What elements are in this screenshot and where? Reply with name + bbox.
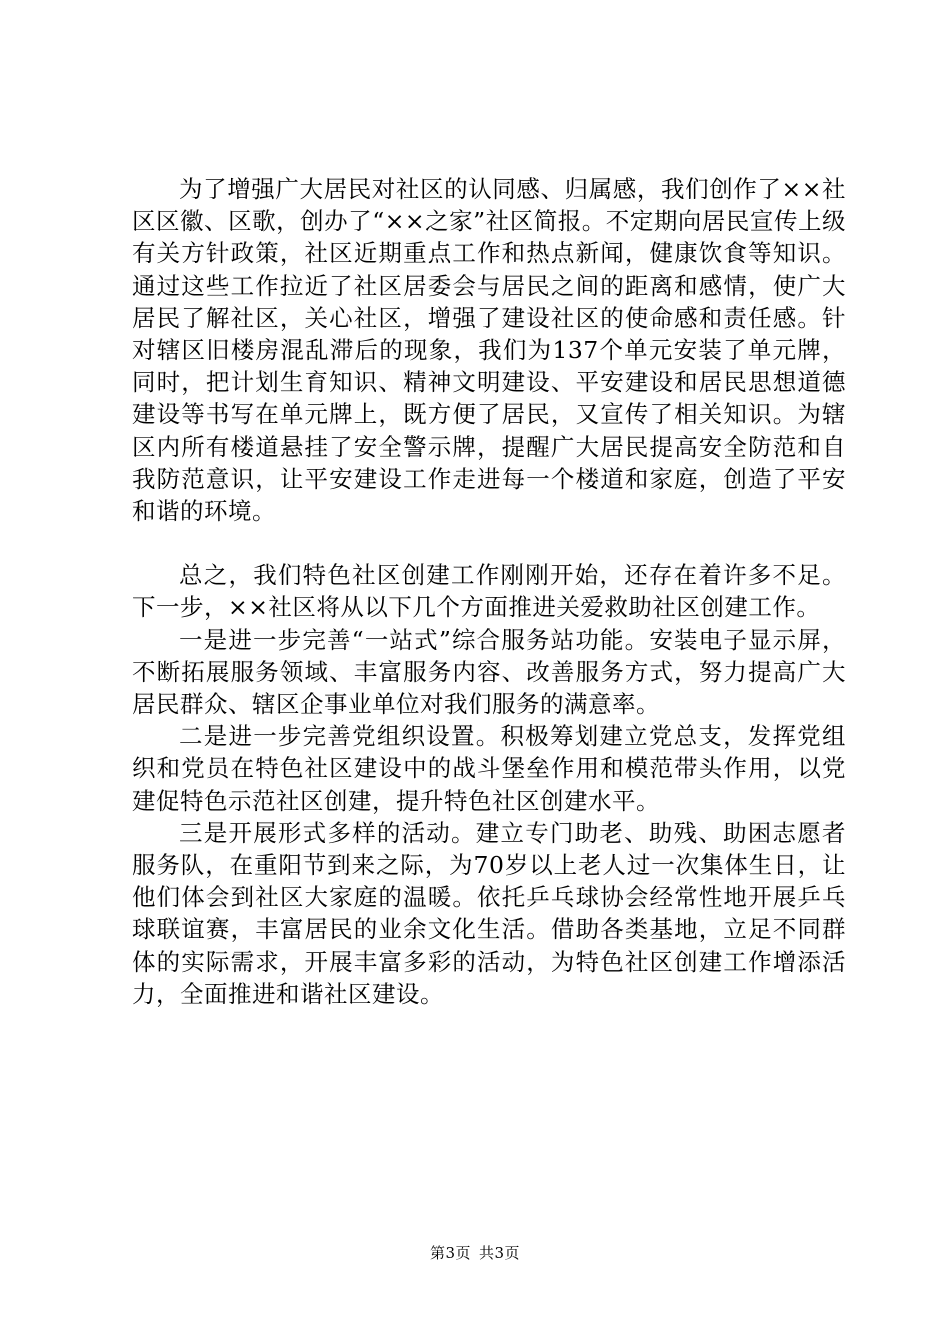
page-number-total: 共3页 <box>479 1244 521 1262</box>
page-number-current: 第3页 <box>429 1244 471 1262</box>
paragraph-4: 二是进一步完善党组织设置。积极筹划建立党总支，发挥党组织和党员在特色社区建设中的战斗堡垒作用和模范带头作用，以党建促特色示范社区创建，提升特色社区创建水平。 <box>132 722 846 815</box>
paragraph-2: 总之，我们特色社区创建工作刚刚开始，还存在着许多不足。下一步，××社区将从以下几个方面推进关爱救助社区创建工作。 <box>132 561 846 622</box>
document-body <box>132 173 846 1010</box>
paragraph-3: 一是进一步完善“一站式”综合服务站功能。安装电子显示屏，不断拓展服务领域、丰富服务内容、改善服务方式，努力提高广大居民群众、辖区企事业单位对我们服务的满意率。 <box>132 625 846 719</box>
paragraph-5: 三是开展形式多样的活动。建立专门助老、助残、助困志愿者服务队，在重阳节到来之际，为70岁以上老人过一次集体生日，让他们体会到社区大家庭的温暖。依托乒乓球协会经常性地开展乒乓球联谊赛，丰富居民的业余文化生活。借助各类基地，立足不同群体的实际需求，开展丰富多彩的活动，为特色社区创建工作增添活力，全面推进和谐社区建设。 <box>132 818 846 1008</box>
paragraph-spacer <box>132 527 846 559</box>
paragraph-1: 为了增强广大居民对社区的认同感、归属感，我们创作了××社区区徽、区歌，创办了“××之家”社区简报。不定期向居民宣传上级有关方针政策，社区近期重点工作和热点新闻，健康饮食等知识。通过这些工作拉近了社区居委会与居民之间的距离和感情，使广大居民了解社区，关心社区，增强了建设社区的使命感和责任感。针对辖区旧楼房混乱滞后的现象，我们为137个单元安装了单元牌，同时，把计划生育知识、精神文明建设、平安建设和居民思想道德建设等书写在单元牌上，既方便了居民，又宣传了相关知识。为辖区内所有楼道悬挂了安全警示牌，提醒广大居民提高安全防范和自我防范意识，让平安建设工作走进每一个楼道和家庭，创造了平安和谐的环境。 <box>132 175 846 526</box>
page-footer <box>0 1243 950 1263</box>
